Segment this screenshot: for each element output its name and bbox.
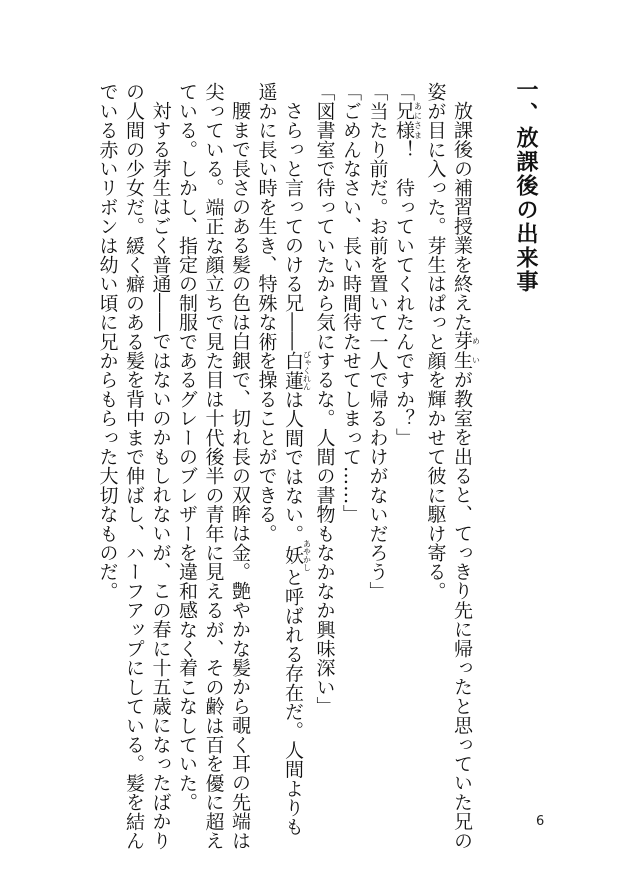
text-run: 対する芽生はごく普通――ではないのかもしれないが、この春に十五歳になったばかり <box>149 101 172 850</box>
ruby-base: 芽生 <box>451 331 473 370</box>
text-line <box>147 82 174 850</box>
text-line <box>338 82 365 822</box>
text-run: 姿が目に入った。芽生はぱっと顔を輝かせて彼に駆け寄る。 <box>424 82 447 601</box>
text-run: 「図書室で待っていたから気にするな。人間の書物もなかなか興味深い」 <box>313 82 336 716</box>
text-run: 腰まで長さのある髪の色は白銀で、切れ長の双眸は金。艶やかな髪から覗く耳の先端は <box>229 101 251 850</box>
text-run: と呼ばれる存在だ。人間よりも <box>282 567 304 837</box>
text-run: でいる赤いリボンは幼い頃に兄からもらった大切なものだ。 <box>96 82 119 601</box>
text-run: 「ごめんなさい、長い時間待たせてしまって……」 <box>340 82 362 524</box>
text-line <box>391 82 423 822</box>
text-line <box>364 82 391 822</box>
text-run: さらっと言ってのける兄―― <box>282 101 304 351</box>
text-line <box>311 82 338 822</box>
ruby-annotation <box>393 101 423 140</box>
text-run: 遥かに長い時を生き、特殊な術を操ることができる。 <box>255 82 278 543</box>
text-line <box>449 82 481 850</box>
ruby-text: びゃくれん <box>302 350 312 391</box>
ruby-text: あやかし <box>302 539 312 572</box>
ruby-annotation <box>282 539 312 572</box>
page-number: 6 <box>536 814 545 829</box>
ruby-base: 妖 <box>282 539 304 572</box>
ruby-annotation <box>282 350 312 391</box>
body-text <box>94 82 481 850</box>
text-run: ている。しかし、指定の制服であるグレーのブレザーを違和感なく着こなしていた。 <box>176 82 198 812</box>
ruby-text: めい <box>471 331 481 370</box>
text-run: の人間の少女だ。緩く癖のある髪を背中まで伸ばし、ハーフアップにしている。髪を結ん <box>123 82 145 850</box>
text-line <box>227 82 254 850</box>
text-run: 「 <box>393 82 415 102</box>
text-line <box>94 82 121 822</box>
ruby-text: あにさま <box>413 101 423 140</box>
text-run: 放課後の補習授業を終えた <box>451 101 473 332</box>
text-line <box>200 82 227 850</box>
text-run: 「当たり前だ。お前を置いて一人で帰るわけがないだろう」 <box>366 82 389 601</box>
ruby-base: 兄様 <box>393 101 415 140</box>
text-line <box>121 82 148 850</box>
text-run: は人間ではない。 <box>282 389 304 544</box>
text-line <box>253 82 280 822</box>
text-run: 尖っている。端正な顔立ちで見た目は十代後半の青年に見えるが、その齢は百を優に超え <box>202 82 225 850</box>
chapter-title: 一、放課後の出来事 <box>513 78 538 294</box>
text-run: が教室を出ると、てっきり先に帰ったと思っていた兄の <box>451 369 473 850</box>
ruby-base: 白蓮 <box>282 350 304 391</box>
text-line <box>280 82 312 837</box>
text-line <box>174 82 201 822</box>
text-line <box>422 82 449 822</box>
ruby-annotation <box>451 331 481 370</box>
text-run: ！ 待っていてくれたんですか？」 <box>393 139 415 447</box>
